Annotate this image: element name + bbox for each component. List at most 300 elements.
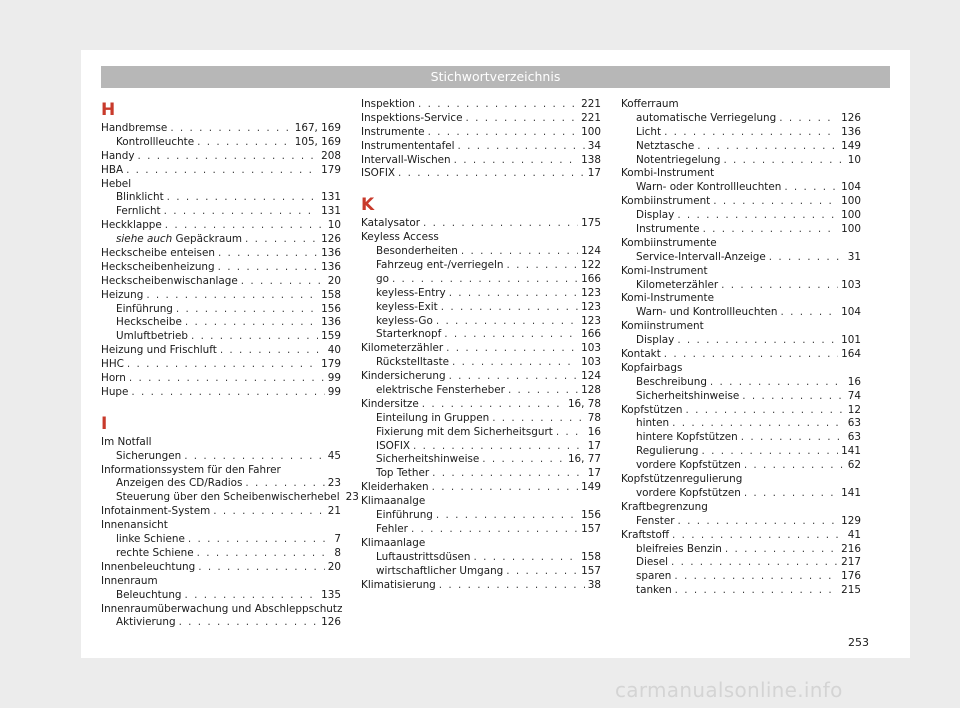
entry-label: Innenraumüberwachung und Abschleppschutz <box>101 602 343 615</box>
index-entry <box>361 342 601 356</box>
leader-dots <box>167 191 319 205</box>
index-subentry <box>621 112 861 126</box>
index-entry <box>101 122 341 136</box>
leader-dots <box>458 140 585 154</box>
page-reference: 63 <box>847 417 861 430</box>
leader-dots <box>449 287 578 301</box>
leader-dots <box>454 154 579 168</box>
leader-dots <box>131 386 324 400</box>
leader-dots <box>702 445 839 459</box>
index-subentry <box>621 459 861 473</box>
page-reference: 124 <box>581 370 601 383</box>
page-reference: 216 <box>841 542 861 555</box>
entry-label: Besonderheiten <box>376 245 458 258</box>
index-entry <box>101 150 341 164</box>
entry-label: Infotainment-System <box>101 505 211 518</box>
page-reference: 100 <box>841 223 861 236</box>
index-subentry <box>621 445 861 459</box>
index-subentry <box>101 533 341 547</box>
entry-label: Einteilung in Gruppen <box>376 411 490 424</box>
index-entry <box>621 292 861 306</box>
page-reference: 99 <box>327 372 341 385</box>
index-column-2 <box>361 98 601 592</box>
entry-label: bleifreies Benzin <box>636 542 722 555</box>
page-reference: 12 <box>847 403 861 416</box>
entry-label: Komiinstrument <box>621 320 704 333</box>
leader-dots <box>439 579 585 593</box>
entry-label: Heizung und Frischluft <box>101 344 217 357</box>
index-entry <box>621 195 861 209</box>
entry-label: Keyless Access <box>361 231 439 244</box>
entry-label: Heckklappe <box>101 219 162 232</box>
index-subentry <box>621 251 861 265</box>
leader-dots <box>678 515 839 529</box>
index-entry <box>621 265 861 279</box>
index-subentry <box>101 316 341 330</box>
entry-label: Regulierung <box>636 445 699 458</box>
leader-dots <box>165 219 325 233</box>
page-reference: 126 <box>841 111 861 124</box>
index-subentry <box>621 556 861 570</box>
leader-dots <box>713 195 838 209</box>
leader-dots <box>138 150 319 164</box>
entry-label: HBA <box>101 163 124 176</box>
page-reference: 31 <box>847 250 861 263</box>
index-subentry <box>621 154 861 168</box>
page-reference: 103 <box>581 356 601 369</box>
page-reference: 157 <box>581 564 601 577</box>
leader-dots <box>428 126 579 140</box>
index-subentry <box>101 136 341 150</box>
page-reference: 156 <box>581 509 601 522</box>
page-reference: 149 <box>841 139 861 152</box>
page-reference: 100 <box>581 125 601 138</box>
entry-label: Sicherheitshinweise <box>636 389 740 402</box>
entry-label: Beleuchtung <box>116 588 182 601</box>
leader-dots <box>473 551 578 565</box>
leader-dots <box>769 251 845 265</box>
page-reference: 159 <box>321 330 341 343</box>
index-subentry <box>621 126 861 140</box>
page-reference: 20 <box>327 560 341 573</box>
entry-label: Rückstelltaste <box>376 356 450 369</box>
page-reference: 16, 77 <box>567 453 601 466</box>
page-reference: 135 <box>321 588 341 601</box>
page-reference: 141 <box>841 486 861 499</box>
entry-label: Inspektion <box>361 98 415 110</box>
leader-dots <box>703 223 839 237</box>
index-entry <box>101 261 341 275</box>
leader-dots <box>126 164 318 178</box>
leader-dots <box>725 543 838 557</box>
entry-label: Instrumente <box>636 223 700 236</box>
entry-label: Anzeigen des CD/Radios <box>116 477 243 490</box>
page-reference: 38 <box>587 578 601 591</box>
entry-label: keyless-Exit <box>376 300 438 313</box>
entry-label: Klimaanlage <box>361 536 426 549</box>
entry-label: Fixierung mit dem Sicherheitsgurt <box>376 425 553 438</box>
index-subentry <box>361 315 601 329</box>
entry-label: Handbremse <box>101 122 168 134</box>
leader-dots <box>449 370 579 384</box>
page-reference: 16 <box>847 375 861 388</box>
entry-label: Hupe <box>101 385 129 398</box>
leader-dots <box>492 412 585 426</box>
index-entry <box>101 603 341 617</box>
entry-label: Kindersicherung <box>361 370 446 383</box>
entry-label: Kofferraum <box>621 98 679 110</box>
page-reference: 167, 169 <box>294 122 341 134</box>
entry-label: Im Notfall <box>101 435 152 448</box>
index-entry <box>621 404 861 418</box>
page-reference: 100 <box>841 209 861 222</box>
index-entry <box>621 320 861 334</box>
index-subentry <box>621 279 861 293</box>
page-reference: 23 <box>345 491 359 504</box>
entry-label: Kleiderhaken <box>361 481 429 494</box>
index-entry <box>621 473 861 487</box>
section-header: Stichwortverzeichnis <box>101 66 890 88</box>
index-subentry <box>361 467 601 481</box>
leader-dots <box>674 570 838 584</box>
entry-label: ISOFIX <box>376 439 410 452</box>
entry-label: Innenbeleuchtung <box>101 560 196 573</box>
entry-label: Heckscheibenheizung <box>101 260 215 273</box>
entry-see-also: siehe auch <box>116 233 173 246</box>
entry-label: ISOFIX <box>361 167 395 180</box>
entry-label: elektrische Fensterheber <box>376 384 505 397</box>
page-reference: 179 <box>321 163 341 176</box>
index-entry <box>101 386 341 400</box>
page-reference: 62 <box>847 459 861 472</box>
entry-label: Hebel <box>101 177 132 190</box>
entry-label: tanken <box>636 584 672 597</box>
page-reference: 129 <box>841 514 861 527</box>
leader-dots <box>129 372 325 386</box>
index-entry <box>361 167 601 181</box>
index-entry <box>621 362 861 376</box>
index-subentry <box>621 376 861 390</box>
page-reference: 128 <box>581 384 601 397</box>
entry-label: Beschreibung <box>636 375 707 388</box>
page-reference: 41 <box>847 528 861 541</box>
leader-dots <box>218 247 318 261</box>
entry-label: Innenansicht <box>101 519 168 532</box>
entry-label: Klimatisierung <box>361 578 436 591</box>
index-entry <box>361 370 601 384</box>
index-subentry <box>361 287 601 301</box>
leader-dots <box>213 505 325 519</box>
leader-dots <box>198 561 325 575</box>
index-entry <box>621 237 861 251</box>
page-reference: 179 <box>321 358 341 371</box>
index-subentry <box>361 356 601 370</box>
entry-label: Fahrzeug ent-/verriegeln <box>376 259 504 272</box>
index-subentry <box>621 431 861 445</box>
page-reference: 156 <box>321 302 341 315</box>
page-reference: 8 <box>334 546 341 559</box>
index-subentry <box>101 491 359 505</box>
leader-dots <box>170 122 291 136</box>
page-reference: 141 <box>841 445 861 458</box>
index-entry <box>361 154 601 168</box>
entry-label: Kopfstützen <box>621 403 683 416</box>
entry-label: Katalysator <box>361 217 420 230</box>
index-entry <box>361 112 601 126</box>
page-reference: 158 <box>321 288 341 301</box>
index-subentry <box>101 616 341 630</box>
page-reference: 16, 78 <box>567 397 601 410</box>
page-reference: 63 <box>847 431 861 444</box>
page-reference: 40 <box>327 344 341 357</box>
page-reference: 21 <box>327 505 341 518</box>
entry-label: Intervall-Wischen <box>361 153 451 166</box>
page-reference: 103 <box>841 278 861 291</box>
leader-dots <box>744 459 845 473</box>
entry-label: Innenraum <box>101 574 158 587</box>
index-subentry <box>361 551 601 565</box>
index-subentry <box>101 450 341 464</box>
leader-dots <box>671 556 838 570</box>
page-number: 253 <box>848 636 869 649</box>
entry-label: Top Tether <box>376 467 430 480</box>
leader-dots <box>127 358 318 372</box>
page-reference: 131 <box>321 205 341 218</box>
leader-dots <box>508 384 578 398</box>
page-reference: 217 <box>841 556 861 569</box>
entry-label: Kontakt <box>621 348 661 361</box>
entry-label: Steuerung über den Scheibenwischerhebel <box>116 491 340 504</box>
index-subentry <box>361 259 601 273</box>
leader-dots <box>697 140 838 154</box>
page-reference: 124 <box>581 245 601 258</box>
page-reference: 136 <box>321 316 341 329</box>
index-subentry <box>621 570 861 584</box>
index-entry <box>621 529 861 543</box>
index-entry <box>101 519 341 533</box>
leader-dots <box>675 584 839 598</box>
index-subentry <box>621 140 861 154</box>
page-reference: 104 <box>841 181 861 194</box>
entry-label: Kombiinstrument <box>621 195 711 208</box>
leader-dots <box>218 261 319 275</box>
entry-label: Diesel <box>636 556 668 569</box>
entry-label: Kombi-Instrument <box>621 167 715 180</box>
index-subentry <box>361 509 601 523</box>
entry-label: vordere Kopfstützen <box>636 486 741 499</box>
page-reference: 123 <box>581 300 601 313</box>
leader-dots <box>507 259 579 273</box>
index-entry <box>361 231 601 245</box>
page-reference: 17 <box>587 467 601 480</box>
leader-dots <box>723 154 844 168</box>
leader-dots <box>780 306 838 320</box>
index-column-1 <box>101 98 359 630</box>
entry-label: Heckscheibenwischanlage <box>101 274 238 287</box>
leader-dots <box>721 279 838 293</box>
index-entry <box>101 289 341 303</box>
page-reference: 123 <box>581 314 601 327</box>
entry-label: Horn <box>101 372 126 385</box>
entry-label <box>116 233 242 247</box>
page-reference: 23 <box>327 477 341 490</box>
page-reference: 105, 169 <box>294 135 341 148</box>
page-reference: 157 <box>581 522 601 535</box>
entry-label: linke Schiene <box>116 533 185 546</box>
index-entry <box>101 575 341 589</box>
entry-label: go <box>376 272 389 285</box>
index-entry <box>101 464 341 478</box>
index-subentry <box>361 245 601 259</box>
leader-dots <box>672 417 845 431</box>
leader-dots <box>197 136 292 150</box>
index-subentry <box>621 390 861 404</box>
page-reference: 104 <box>841 306 861 319</box>
leader-dots <box>779 112 838 126</box>
entry-label: Fernlicht <box>116 205 161 218</box>
section-letter: H <box>101 100 116 120</box>
page-reference: 20 <box>327 274 341 287</box>
entry-label: Service-Intervall-Anzeige <box>636 250 766 263</box>
entry-label: Komi-Instrument <box>621 264 708 277</box>
leader-dots <box>784 181 838 195</box>
index-entry <box>101 247 341 261</box>
index-entry <box>361 398 601 412</box>
page-reference: 10 <box>327 219 341 232</box>
index-entry <box>361 126 601 140</box>
index-entry <box>101 178 341 192</box>
entry-label: Einführung <box>376 509 433 522</box>
page-reference: 103 <box>581 342 601 355</box>
index-subentry <box>621 584 861 598</box>
entry-label: Display <box>636 334 675 347</box>
leader-dots <box>197 547 332 561</box>
index-subentry <box>101 205 341 219</box>
page-reference: 99 <box>327 385 341 398</box>
entry-label: vordere Kopfstützen <box>636 459 741 472</box>
page-reference: 10 <box>847 153 861 166</box>
index-subentry <box>101 303 341 317</box>
index-subentry <box>621 515 861 529</box>
page-reference: 136 <box>321 247 341 260</box>
entry-label: Inspektions-Service <box>361 111 463 124</box>
index-subentry <box>101 589 341 603</box>
index-subentry <box>361 412 601 426</box>
entry-label: Kindersitze <box>361 397 419 410</box>
watermark: carmanualsonline.info <box>615 678 843 702</box>
leader-dots <box>245 477 324 491</box>
leader-dots <box>146 289 318 303</box>
entry-label: Kraftstoff <box>621 528 670 541</box>
entry-label: Komi-Instrumente <box>621 292 714 305</box>
entry-label: Kontrollleuchte <box>116 135 195 148</box>
index-entry <box>101 275 341 289</box>
index-subentry <box>361 328 601 342</box>
page-reference: 126 <box>321 616 341 629</box>
leader-dots <box>185 316 318 330</box>
leader-dots <box>413 440 585 454</box>
leader-dots <box>184 450 325 464</box>
entry-label: Aktivierung <box>116 616 176 629</box>
entry-label: automatische Verriegelung <box>636 111 777 124</box>
index-entry <box>621 98 861 112</box>
entry-label: Kopfstützenregulierung <box>621 473 743 486</box>
entry-label: Notentriegelung <box>636 153 721 166</box>
leader-dots <box>245 233 318 247</box>
index-subentry <box>621 334 861 348</box>
leader-dots <box>452 356 578 370</box>
page-reference: 7 <box>334 533 341 546</box>
index-entry <box>101 436 341 450</box>
index-entry <box>361 481 601 495</box>
index-entry <box>361 495 601 509</box>
page-reference: 215 <box>841 584 861 597</box>
index-subentry <box>361 426 601 440</box>
index-subentry <box>621 209 861 223</box>
leader-dots <box>423 217 578 231</box>
leader-dots <box>672 529 845 543</box>
leader-dots <box>741 431 845 445</box>
index-entry <box>101 372 341 386</box>
entry-label: Einführung <box>116 302 173 315</box>
page-reference: 78 <box>587 411 601 424</box>
page-reference: 149 <box>581 481 601 494</box>
leader-dots <box>444 328 578 342</box>
entry-label: Instrumente <box>361 125 425 138</box>
entry-label: Fenster <box>636 514 675 527</box>
page-reference: 100 <box>841 195 861 208</box>
index-subentry <box>361 384 601 398</box>
page-reference: 221 <box>581 98 601 110</box>
leader-dots <box>744 487 838 501</box>
page-reference: 138 <box>581 153 601 166</box>
entry-label: hinten <box>636 417 670 430</box>
index-subentry <box>621 543 861 557</box>
entry-label: Umluftbetrieb <box>116 330 188 343</box>
index-subentry <box>621 417 861 431</box>
leader-dots <box>664 348 838 362</box>
entry-label: Warn- und Kontrollleuchten <box>636 306 778 319</box>
leader-dots <box>191 330 318 344</box>
page-reference: 34 <box>587 139 601 152</box>
entry-label: keyless-Entry <box>376 286 446 299</box>
leader-dots <box>220 344 325 358</box>
page-reference: 122 <box>581 259 601 272</box>
index-subentry <box>101 191 341 205</box>
index-entry <box>101 164 341 178</box>
entry-label-text: Gepäckraum <box>172 233 243 246</box>
entry-label: Informationssystem für den Fahrer <box>101 463 281 476</box>
page-reference: 17 <box>587 439 601 452</box>
page-reference: 175 <box>581 217 601 230</box>
index-subentry <box>621 223 861 237</box>
entry-label: Netztasche <box>636 139 695 152</box>
leader-dots <box>461 245 578 259</box>
leader-dots <box>556 426 585 440</box>
index-subentry <box>621 306 861 320</box>
leader-dots <box>482 453 565 467</box>
entry-label: Handy <box>101 149 135 162</box>
leader-dots <box>432 481 579 495</box>
leader-dots <box>432 467 585 481</box>
index-subentry <box>621 487 861 501</box>
page-reference: 74 <box>847 389 861 402</box>
index-subentry <box>361 523 601 537</box>
leader-dots <box>436 509 578 523</box>
leader-dots <box>466 112 579 126</box>
leader-dots <box>441 301 578 315</box>
leader-dots <box>677 334 838 348</box>
